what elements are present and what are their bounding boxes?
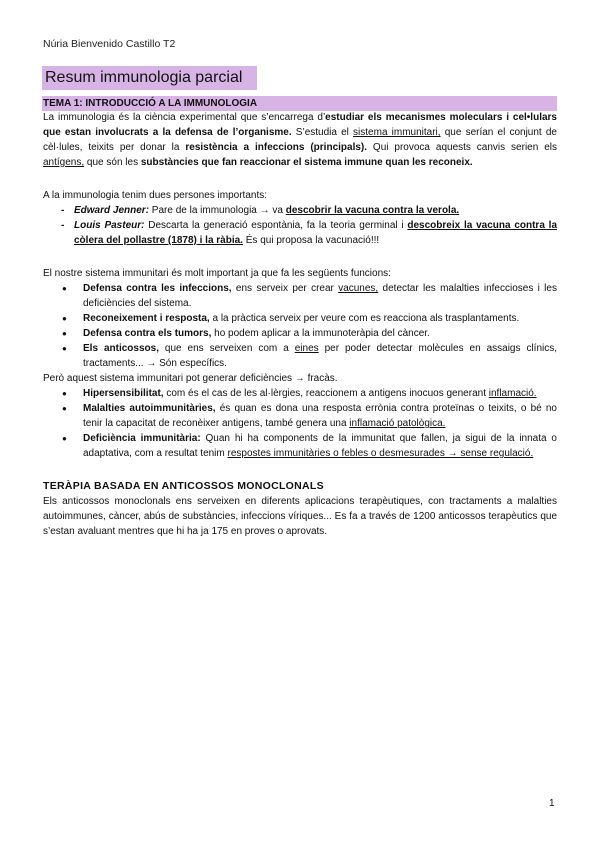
underlined-bold-text: descobrir la vacuna contra la verola. — [285, 205, 460, 216]
text: que ens serveixen com a — [158, 343, 295, 354]
list-item-pasteur — [74, 218, 557, 248]
underlined-text: vacunes, — [338, 283, 379, 294]
bold-text: Deficiència immunitària: — [83, 433, 201, 444]
person-name: Edward Jenner: — [74, 205, 150, 216]
text: És qui proposa la vacunació!!! — [242, 235, 380, 246]
bold-text: Defensa contra les infeccions, — [83, 283, 232, 294]
underlined-bold-text: descobreix la vacuna contra la còlera del pollastre (1878) i la ràbia. — [74, 220, 558, 246]
list-item — [83, 401, 557, 431]
text: Descarta la generació espontània, fa la teoria germinal i — [144, 220, 408, 231]
text: S’estudia el — [291, 127, 354, 138]
bold-text: substàncies que fan reaccionar el sistema immune quan les reconeix. — [140, 157, 473, 168]
list-item — [83, 341, 557, 371]
underlined-text: eines — [294, 343, 319, 354]
underlined-text: antígens, — [43, 157, 85, 168]
list-item — [83, 386, 557, 401]
section-heading-tema1: TEMA 1: INTRODUCCIÓ A LA IMMUNOLOGIA — [42, 96, 557, 111]
text: ho podem aplicar a la immunoteràpia del càncer. — [211, 328, 430, 339]
person-name: Louis Pasteur: — [74, 220, 145, 231]
bold-text: Els anticossos, — [83, 343, 159, 354]
page-number: 1 — [549, 798, 555, 809]
text: detectar les malalties infeccioses i les deficiències del sistema. — [83, 283, 557, 309]
text: Pare de la immunologia → va — [149, 205, 286, 216]
underlined-text: inflamació. — [488, 388, 537, 399]
text: ens serveix per crear — [231, 283, 339, 294]
underlined-text: inflamació patològica. — [349, 418, 446, 429]
header-author: Núria Bienvenido Castillo T2 — [43, 38, 176, 50]
functions-intro: El nostre sistema immunitari és molt important ja que fa les següents funcions: — [43, 268, 391, 279]
bold-text: Reconeixement i resposta, — [83, 313, 210, 324]
text: Qui provoca aquests canvis serien els — [367, 142, 557, 153]
text: Quan hi ha components de la immunitat que fallen, ja sigui de la innata o adaptativa, com a resultat tenim — [83, 433, 557, 459]
text: per poder detectar molècules en assaigs clínics, tractaments... → Són específics. — [83, 343, 558, 369]
list-item — [83, 311, 557, 326]
text: La immunologia és la ciència experimental que s’encarrega d’ — [43, 112, 326, 123]
section-heading-monoclonals: TERÀPIA BASADA EN ANTICOSSOS MONOCLONALS — [43, 480, 324, 492]
document-title: Resum immunologia parcial — [42, 66, 257, 90]
list-item-jenner — [74, 203, 557, 218]
bold-text: resistència a infeccions (principals). — [185, 142, 368, 153]
text: com és el cas de les al·lèrgies, reaccionem a antigens inocuos generant — [163, 388, 489, 399]
document-body — [43, 110, 557, 539]
monoclonals-paragraph: Els anticossos monoclonals ens serveixen en diferents aplicacions terapèutiques, con tractaments a malalties autoimmunes, càncer, abús de substàncies, infeccions víriques... Es fa a través de 1200 anticossos terapèutics que s’estan avaluant mentres que hi ha ja 175 en proves o aprovats. — [43, 496, 557, 537]
bold-text: estudiar els mecanismes moleculars i cel•lulars que estan involucrats a la defensa de l’organisme. — [43, 112, 557, 138]
text: que són les — [84, 157, 141, 168]
list-item — [83, 431, 557, 461]
list-item — [83, 281, 557, 311]
underlined-text: respostes immunitàries o febles o desmesurades → sense regulació. — [227, 448, 534, 459]
text: a la pràctica serveix per veure com es reacciona als trasplantaments. — [209, 313, 520, 324]
text: és quan es dona una resposta errònia contra proteïnas o teixits, o bé no tenir la capacitat de reconèixer antigens, també genera una — [83, 403, 557, 429]
deficiencies-list — [43, 386, 557, 461]
people-list — [43, 203, 557, 248]
bold-text: Defensa contra els tumors, — [83, 328, 212, 339]
underlined-text: sistema immunitari, — [353, 127, 441, 138]
list-item — [83, 326, 557, 341]
functions-list — [43, 281, 557, 371]
deficiencies-intro: Però aquest sistema immunitari pot generar deficiències → fracàs. — [43, 373, 338, 384]
bold-text: Hipersensibilitat, — [83, 388, 164, 399]
bold-text: Malalties autoimmunitàries, — [83, 403, 216, 414]
people-intro: A la immunologia tenim dues persones importants: — [43, 190, 268, 201]
intro-paragraph — [43, 110, 557, 170]
text: que serían el conjunt de cèl·lules, teixits per donar la — [43, 127, 557, 153]
